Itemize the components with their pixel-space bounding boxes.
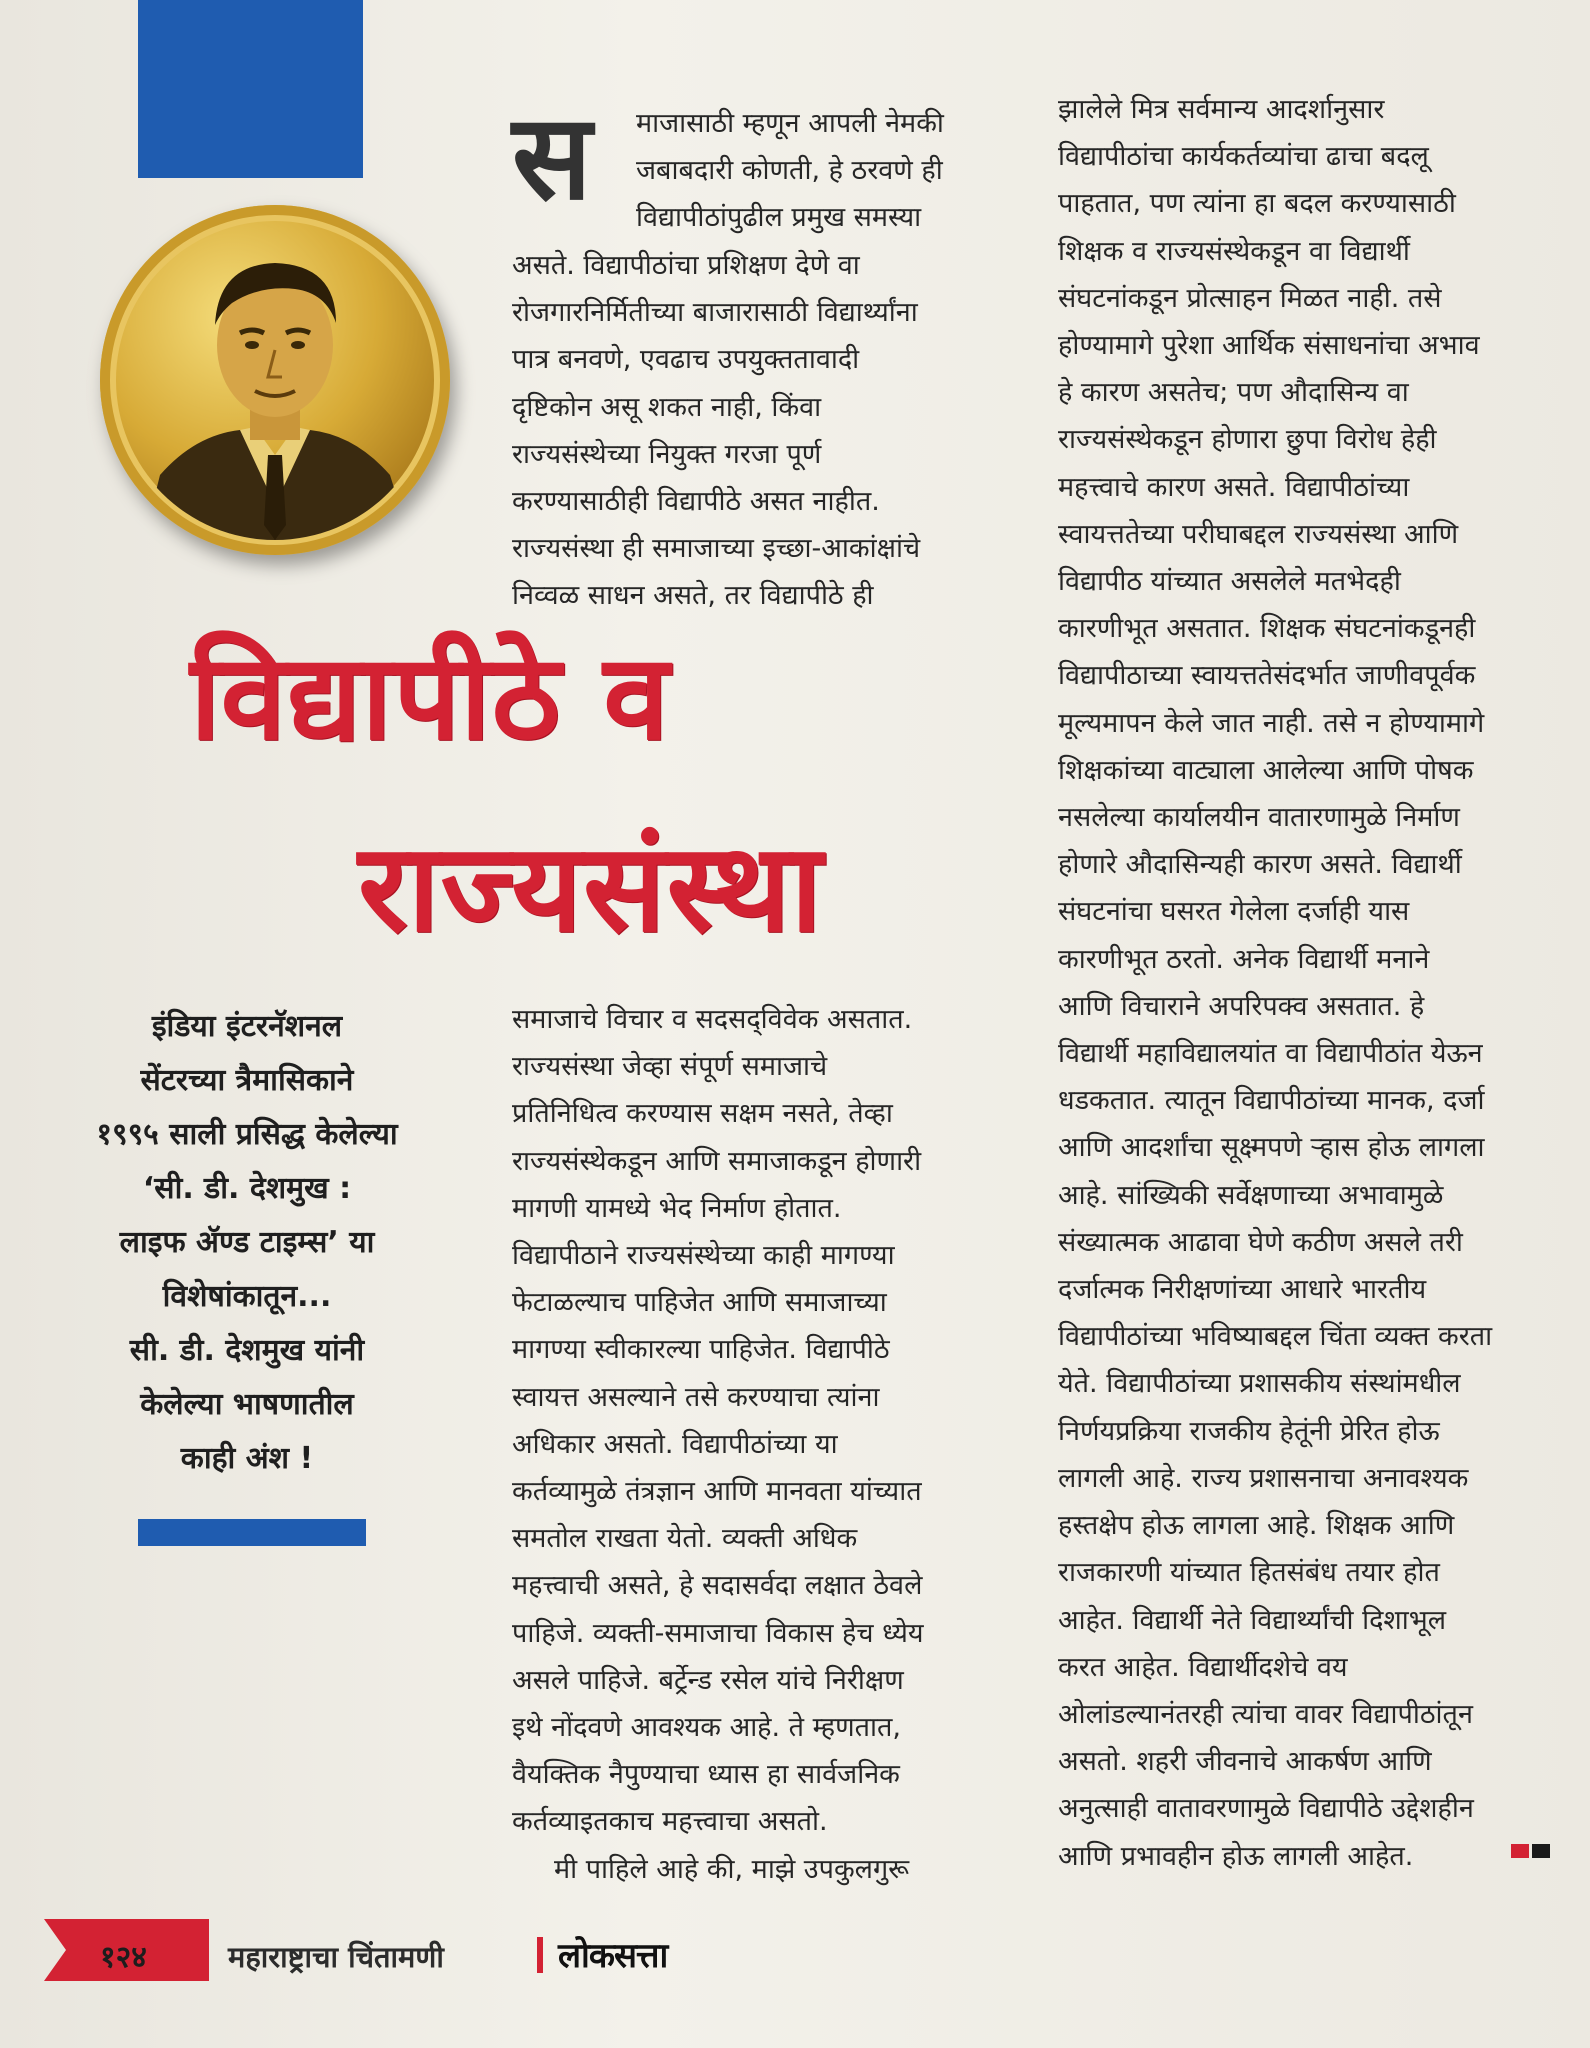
intro-line: विशेषांकातून... [162,1279,332,1314]
text-line: लागली आहे. राज्य प्रशासनाचा अनावश्यक [1058,1462,1469,1494]
intro-line: इंडिया इंटरनॅशनल [151,1009,343,1044]
text-line: निव्वळ साधन असते, तर विद्यापीठे ही [512,580,874,612]
text-line: विद्यापीठांपुढील प्रमुख समस्या [636,202,922,234]
text-line: मी पाहिले आहे की, माझे उपकुलगुरू [554,1853,910,1885]
text-line: कर्तव्यामुळे तंत्रज्ञान आणि मानवता यांच्यात [512,1476,922,1508]
text-line: माजासाठी म्हणून आपली नेमकी [636,108,944,139]
text-line: मूल्यमापन केले जात नाही. तसे न होण्यामागे [1058,707,1485,739]
text-line: अनुत्साही वातावरणामुळे विद्यापीठे उद्देशहीन [1058,1793,1474,1825]
intro-blurb [82,1000,412,1486]
text-line: पाहतात, पण त्यांना हा बदल करण्यासाठी [1058,188,1456,220]
top-accent-bar [138,0,363,178]
end-mark-red [1511,1844,1529,1858]
text-line: असतो. शहरी जीवनाचे आकर्षण आणि [1058,1746,1432,1778]
drop-cap: स [512,87,592,226]
text-line: महत्त्वाची असते, हे सदासर्वदा लक्षात ठेवले [512,1570,923,1602]
intro-line: लाइफ ॲण्ड टाइम्स’ या [119,1225,375,1260]
article-column-1 [512,242,920,620]
portrait-illustration [100,205,450,555]
text-line: कर्तव्याइतकाच महत्त्वाचा असतो. [512,1806,828,1838]
text-line: ओलांडल्यानंतरही त्यांचा वावर विद्यापीठांतून [1058,1698,1473,1730]
text-line: प्रतिनिधित्व करण्यास सक्षम नसते, तेव्हा [512,1098,893,1130]
text-line: विद्यापीठाने राज्यसंस्थेच्या काही मागण्या [512,1240,895,1272]
brand-logo: लोकसत्ता [558,1936,668,1976]
text-line: संघटनांचा घसरत गेलेला दर्जाही यास [1058,896,1410,928]
text-line: मागणी यामध्ये भेद निर्माण होतात. [512,1192,842,1224]
text-line: मागण्या स्वीकारल्या पाहिजेत. विद्यापीठे [512,1334,890,1366]
text-line: आहेत. विद्यार्थी नेते विद्यार्थ्यांची दिशाभूल [1058,1604,1447,1636]
text-line: कारणीभूत ठरतो. अनेक विद्यार्थी मनाने [1058,943,1430,975]
intro-line: १९९५ साली प्रसिद्ध केलेल्या [96,1117,398,1152]
text-line: शिक्षकांच्या वाट्याला आलेल्या आणि पोषक [1058,754,1474,786]
text-line: समतोल राखता येतो. व्यक्ती अधिक [512,1523,858,1555]
text-line: राज्यसंस्थेकडून होणारा छुपा विरोध हेही [1058,424,1437,456]
text-line: धडकतात. त्यातून विद्यापीठांच्या मानक, दर्जा [1058,1085,1485,1117]
text-line: अधिकार असतो. विद्यापीठांच्या या [512,1428,838,1460]
article-column-2 [512,996,924,1893]
page-number: १२४ [100,1940,147,1975]
text-line: आणि प्रभावहीन होऊ लागली आहेत. [1058,1840,1414,1872]
text-line: करत आहेत. विद्यार्थीदशेचे वय [1058,1651,1348,1683]
text-line: राज्यसंस्था जेव्हा संपूर्ण समाजाचे [512,1051,828,1083]
text-line: करण्यासाठीही विद्यापीठे असत नाहीत. [512,486,880,518]
text-line: विद्यार्थी महाविद्यालयांत वा विद्यापीठांत येऊन [1058,1038,1483,1070]
text-line: विद्यापीठाच्या स्वायत्ततेसंदर्भात जाणीवपूर्वक [1058,660,1476,692]
text-line: स्वायत्त असल्याने तसे करण्याचा त्यांना [512,1381,880,1413]
text-line: हस्तक्षेप होऊ लागला आहे. शिक्षक आणि [1058,1510,1455,1542]
text-line: असले पाहिजे. बर्ट्रेन्ड रसेल यांचे निरीक्षण [512,1664,904,1696]
end-mark-black [1532,1844,1550,1858]
text-line: जबाबदारी कोणती, हे ठरवणे ही [636,155,943,187]
text-line: राजकारणी यांच्यात हितसंबंध तयार होत [1058,1557,1440,1589]
text-line: दृष्टिकोन असू शकत नाही, किंवा [512,391,822,423]
intro-line: काही अंश ! [180,1441,314,1476]
text-line: आणि विचाराने अपरिपक्व असतात. हे [1058,990,1425,1022]
headline-line-2: राज्यसंस्था [358,817,824,959]
footer-separator [537,1937,543,1973]
text-line: होणारे औदासिन्यही कारण असते. विद्यार्थी [1058,849,1462,881]
text-line: राज्यसंस्थेच्या नियुक्त गरजा पूर्ण [512,438,822,470]
text-line: होण्यामागे पुरेशा आर्थिक संसाधनांचा अभाव [1058,330,1480,362]
text-line: वैयक्तिक नैपुण्याचा ध्यास हा सार्वजनिक [512,1759,900,1791]
page-footer [0,1915,1590,1985]
intro-accent-bar [138,1519,366,1546]
text-line: स्वायत्ततेच्या परीघाबद्दल राज्यसंस्था आणि [1058,518,1459,550]
text-line: दर्जात्मक निरीक्षणांच्या आधारे भारतीय [1058,1274,1427,1306]
text-line: आणि आदर्शांचा सूक्ष्मपणे ऱ्हास होऊ लागला [1058,1132,1485,1164]
intro-line: सी. डी. देशमुख यांनी [129,1333,365,1368]
text-line: निर्णयप्रक्रिया राजकीय हेतूंनी प्रेरित होऊ [1058,1415,1440,1447]
text-line: राज्यसंस्थेकडून आणि समाजाकडून होणारी [512,1145,922,1177]
text-line: संख्यात्मक आढावा घेणे कठीण असले तरी [1058,1226,1463,1258]
text-line: महत्त्वाचे कारण असते. विद्यापीठांच्या [1058,471,1410,503]
text-line: विद्यापीठांचा कार्यकर्तव्यांचा ढाचा बदलू [1058,141,1429,173]
intro-line: केलेल्या भाषणातील [140,1387,354,1422]
text-line: समाजाचे विचार व सदसद्‌विवेक असतात. [512,1004,913,1035]
intro-line: ‘सी. डी. देशमुख : [142,1171,352,1206]
text-line: विद्यापीठांच्या भविष्याबद्दल चिंता व्यक्त करता [1058,1321,1493,1353]
text-line: हे कारण असतेच; पण औदासिन्य वा [1058,377,1409,409]
text-line: येते. विद्यापीठांच्या प्रशासकीय संस्थांमधील [1058,1368,1461,1400]
magazine-title: महाराष्ट्राचा चिंतामणी [228,1940,444,1974]
text-line: झालेले मित्र सर्वमान्य आदर्शानुसार [1058,94,1385,125]
article-end-marks [1511,1843,1555,1857]
text-line: विद्यापीठ यांच्यात असलेले मतभेदही [1058,566,1401,598]
text-line: नसलेल्या कार्यालयीन वातारणामुळे निर्माण [1058,802,1460,834]
headline-line-1: विद्यापीठे व [190,628,670,766]
text-line: संघटनांकडून प्रोत्साहन मिळत नाही. तसे [1058,282,1442,314]
article-column-3 [1058,86,1492,1880]
article-column-1-top [636,100,944,242]
text-line: शिक्षक व राज्यसंस्थेकडून वा विद्यार्थी [1058,235,1410,267]
text-line: असते. विद्यापीठांचा प्रशिक्षण देणे वा [512,250,860,281]
text-line: रोजगारनिर्मितीच्या बाजारासाठी विद्यार्थ्यांना [512,297,918,329]
text-line: फेटाळल्याच पाहिजेत आणि समाजाच्या [512,1287,887,1319]
portrait-medallion [100,205,450,555]
text-line: आहे. सांख्यिकी सर्वेक्षणाच्या अभावामुळे [1058,1179,1444,1211]
text-line: पात्र बनवणे, एवढाच उपयुक्ततावादी [512,344,860,376]
text-line: पाहिजे. व्यक्ती-समाजाचा विकास हेच ध्येय [512,1617,924,1649]
text-line: राज्यसंस्था ही समाजाच्या इच्छा-आकांक्षांचे [512,533,921,565]
text-line: कारणीभूत असतात. शिक्षक संघटनांकडूनही [1058,613,1476,645]
intro-line: सेंटरच्या त्रैमासिकाने [140,1063,354,1098]
text-line: इथे नोंदवणे आवश्यक आहे. ते म्हणतात, [512,1712,902,1744]
